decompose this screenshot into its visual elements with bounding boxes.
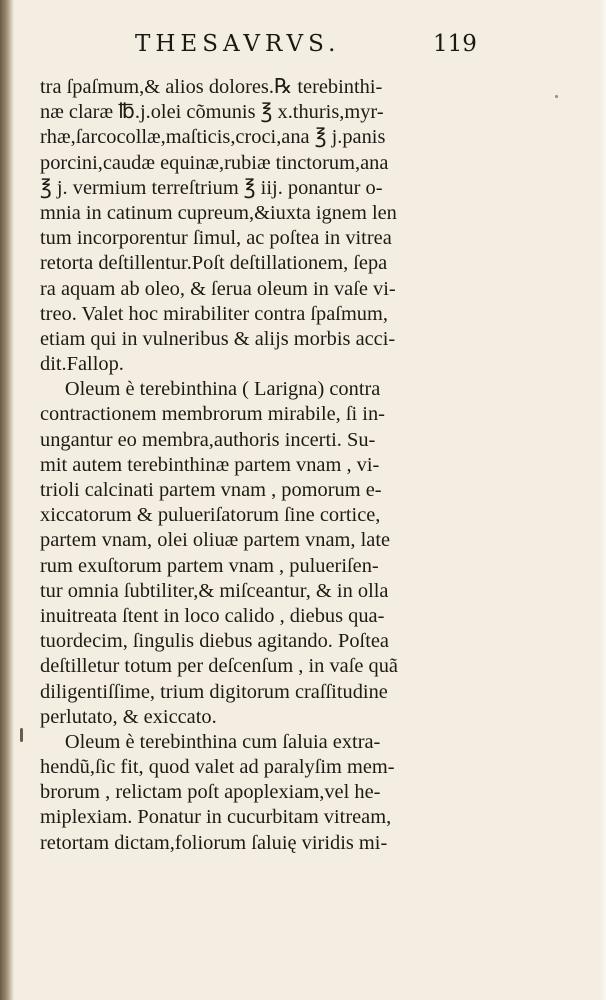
text-line: dit.Fallop. — [40, 353, 124, 376]
text-line: næ claræ ℔.j.olei cõmunis ℥ x.thuris,myr- — [40, 101, 384, 124]
text-line: hendũ,ſic fit, quod valet ad paralyſim mem- — [40, 756, 395, 779]
margin-ink-mark — [20, 728, 23, 742]
text-line: tur omnia ſubtiliter,& miſceantur, & in olla — [40, 579, 389, 602]
text-line: treo. Valet hoc mirabiliter contra ſpaſmum, — [40, 302, 388, 325]
text-line: inuitreata ſtent in loco calido , diebus qua- — [40, 604, 385, 627]
text-line: mnia in catinum cupreum,&iuxta ignem len — [40, 201, 397, 224]
paragraph-start-line: Oleum è terebinthina ( Larigna) contra — [64, 378, 381, 401]
text-line: etiam qui in vulneribus & alijs morbis acci- — [40, 327, 396, 350]
text-line: deſtilletur totum per deſcenſum , in vaſe quã — [40, 655, 398, 678]
text-line: tum incorporentur ſimul, ac poſtea in vitrea — [40, 227, 392, 250]
body-text — [40, 75, 460, 856]
text-line: tuordecim, ſingulis diebus agitando. Poſtea — [40, 630, 389, 653]
page-number: 119 — [433, 31, 477, 57]
text-line: perlutato, & exiccato. — [40, 705, 217, 728]
text-line: retorta deſtillentur.Poſt deſtillationem, ſepa — [40, 252, 388, 275]
text-line: brorum , relictam poſt apoplexiam,vel he- — [40, 781, 381, 804]
paper-speck — [555, 95, 558, 98]
paragraph-start-line: Oleum è terebinthina cum ſaluia extra- — [64, 730, 381, 753]
text-line: tra ſpaſmum,& alios dolores.℞ terebinthi- — [40, 76, 383, 98]
text-line: ungantur eo membra,authoris incerti. Su- — [40, 428, 376, 451]
text-line: ℥ j. vermium terreſtrium ℥ iij. ponantur o- — [40, 176, 383, 199]
text-line: retortam dictam,foliorum ſaluię viridis mi- — [40, 831, 388, 854]
running-title: THESAVRVS. — [135, 31, 341, 57]
text-line: ra aquam ab oleo, & ſerua oleum in vaſe vi- — [40, 277, 396, 300]
text-line: xiccatorum & pulueriſatorum ſine cortice, — [40, 504, 381, 527]
text-line: trioli calcinati partem vnam , pomorum e- — [40, 479, 382, 501]
text-line: rum exuſtorum partem vnam , pulueriſen- — [40, 554, 379, 577]
text-line: rhæ,ſarcocollæ,maſticis,croci,ana ℥ j.panis — [40, 126, 386, 149]
text-line: mit autem terebinthinæ partem vnam , vi- — [40, 453, 380, 476]
text-line: diligentiſſime, trium digitorum craſſitudine — [40, 680, 388, 703]
text-line: miplexiam. Ponatur in cucurbitam vitream, — [40, 806, 392, 829]
text-line: partem vnam, olei oliuæ partem vnam, late — [40, 529, 391, 552]
text-line: porcini,caudæ equinæ,rubiæ tinctorum,ana — [40, 151, 389, 174]
text-line: contractionem membrorum mirabile, ſi in- — [40, 403, 385, 426]
